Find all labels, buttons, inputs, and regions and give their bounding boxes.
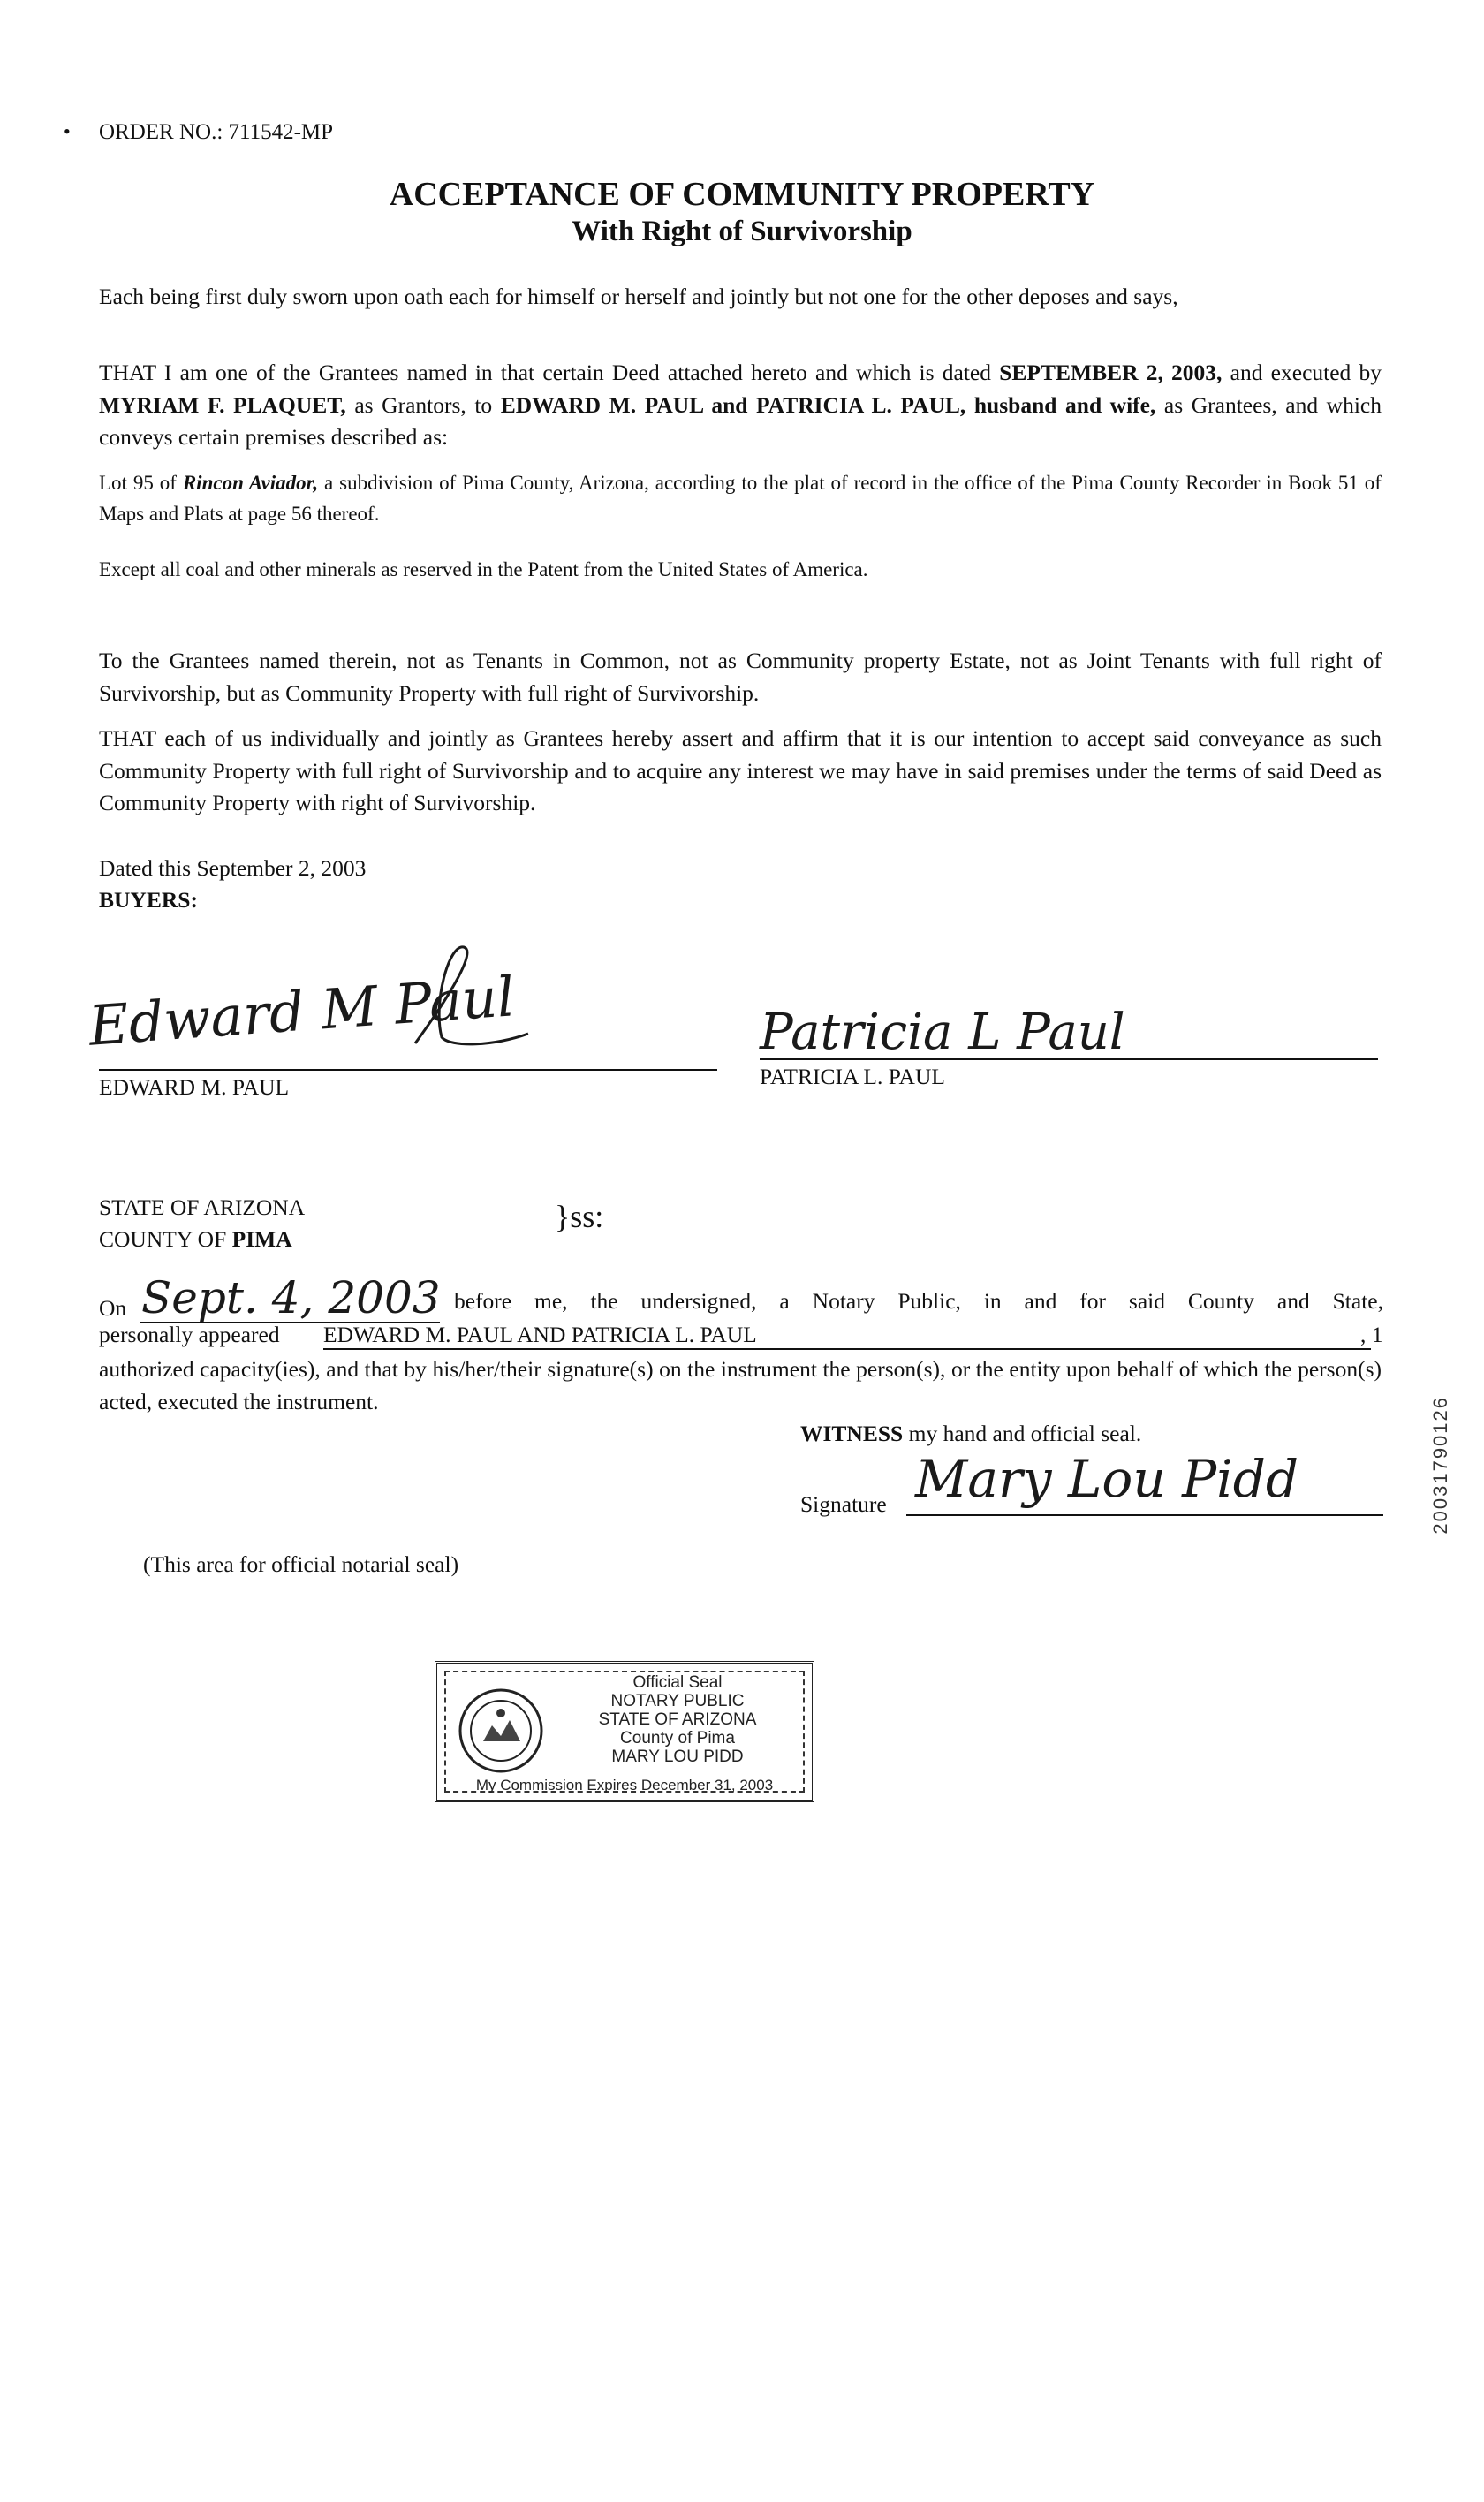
county-label: COUNTY OF [99, 1226, 232, 1252]
seal-line-5: MARY LOU PIDD [611, 1747, 744, 1766]
buyer1-signature-line [99, 1069, 717, 1071]
ss-bracket: }ss: [555, 1199, 604, 1234]
buyer2-signature-line [760, 1058, 1378, 1060]
recording-number: 20031790126 [1429, 1396, 1451, 1535]
seal-commission-expiry: My Commission Expires December 31, 2003 [475, 1777, 774, 1793]
subdivision-name: Rincon Aviador, [182, 472, 319, 494]
notarial-seal-area-label: (This area for official notarial seal) [143, 1551, 459, 1577]
buyers-heading: BUYERS: [99, 887, 198, 913]
document-title: ACCEPTANCE OF COMMUNITY PROPERTY [389, 176, 1095, 213]
bullet-mark: • [64, 120, 71, 142]
grantee-paragraph [99, 357, 1382, 454]
on-label: On [99, 1295, 127, 1321]
appeared-names: EDWARD M. PAUL AND PATRICIA L. PAUL [323, 1322, 1371, 1350]
seal-line-1: Official Seal [632, 1673, 723, 1692]
legal-text-a: Lot 95 of [99, 472, 183, 494]
appeared-trailing: , 1 [1360, 1322, 1383, 1347]
witness-text: my hand and official seal. [903, 1421, 1142, 1446]
buyer1-name: EDWARD M. PAUL [99, 1074, 290, 1100]
buyer1-signature-flourish [380, 942, 530, 1057]
oath-paragraph: Each being first duly sworn upon oath each for himself or herself and jointly but not one for the other deposes and says, [99, 284, 1178, 309]
legal-description [99, 468, 1382, 529]
notary-county [99, 1226, 292, 1253]
seal-line-4: County of Pima [620, 1728, 735, 1748]
document-subtitle: With Right of Survivorship [572, 216, 912, 247]
p2-text-a: THAT I am one of the Grantees named in that certain Deed attached hereto and which is dated [99, 360, 1000, 385]
buyer1-signature: Edward M Paul [87, 964, 517, 1058]
order-number: ORDER NO.: 711542-MP [99, 120, 334, 144]
seal-text [552, 1674, 803, 1766]
p2-text-c: as Grantors, to [345, 391, 501, 418]
notary-signature: Mary Lou Pidd [915, 1449, 1298, 1509]
notary-before-text: before me, the undersigned, a Notary Public, in and for said County and State, [454, 1288, 1383, 1314]
deed-date: SEPTEMBER 2, 2003, [999, 360, 1223, 385]
arizona-seal-icon [457, 1687, 545, 1775]
notary-date-handwritten: Sept. 4, 2003 [141, 1272, 441, 1323]
grantor-name: MYRIAM F. PLAQUET, [99, 391, 346, 418]
tenancy-paragraph: To the Grantees named therein, not as Tenants in Common, not as Community property Estate, not as Joint Tenants with full right of Survivorship, but as Community Property with full right of Survivorship. [99, 648, 1382, 706]
seal-line-3: STATE OF ARIZONA [598, 1710, 757, 1729]
capacity-paragraph: authorized capacity(ies), and that by his/her/their signature(s) on the instrument the person(s), or the entity upon behalf of which the person(s) acted, executed the instrument. [99, 1356, 1382, 1414]
p2-text-d: as Grantees, and which conveys certain premises described as: [99, 391, 1382, 451]
notary-seal-stamp [435, 1661, 814, 1802]
buyer2-name: PATRICIA L. PAUL [760, 1064, 945, 1089]
county-name: PIMA [231, 1226, 292, 1252]
affirmation-paragraph: THAT each of us individually and jointly as Grantees hereby assert and affirm that it is our intention to accept said conveyance as such Community Property with full right of Survivorship and to acquire any interest we may have in said premises under the terms of said Deed as Community Property with right of Survivorship. [99, 725, 1382, 816]
legal-text-b: a subdivision of Pima County, Arizona, according to the plat of record in the office of the Pima County Recorder in Book 51 of Maps and Plats at page 56 thereof. [99, 472, 1382, 525]
p2-text-b: and executed by [1222, 360, 1382, 385]
witness-label: WITNESS [800, 1421, 904, 1446]
mineral-exception: Except all coal and other minerals as reserved in the Patent from the United States of America. [99, 558, 868, 580]
signature-label: Signature [800, 1491, 887, 1517]
witness-line [800, 1421, 1141, 1447]
buyer2-signature: Patricia L Paul [760, 1004, 1125, 1061]
grantee-names: EDWARD M. PAUL and PATRICIA L. PAUL, husband and wife, [500, 391, 1156, 418]
notary-signature-line [906, 1514, 1383, 1516]
personally-label: personally appeared [99, 1322, 280, 1347]
notary-state: STATE OF ARIZONA [99, 1194, 306, 1220]
dated-line: Dated this September 2, 2003 [99, 855, 367, 881]
seal-line-2: NOTARY PUBLIC [610, 1691, 745, 1710]
